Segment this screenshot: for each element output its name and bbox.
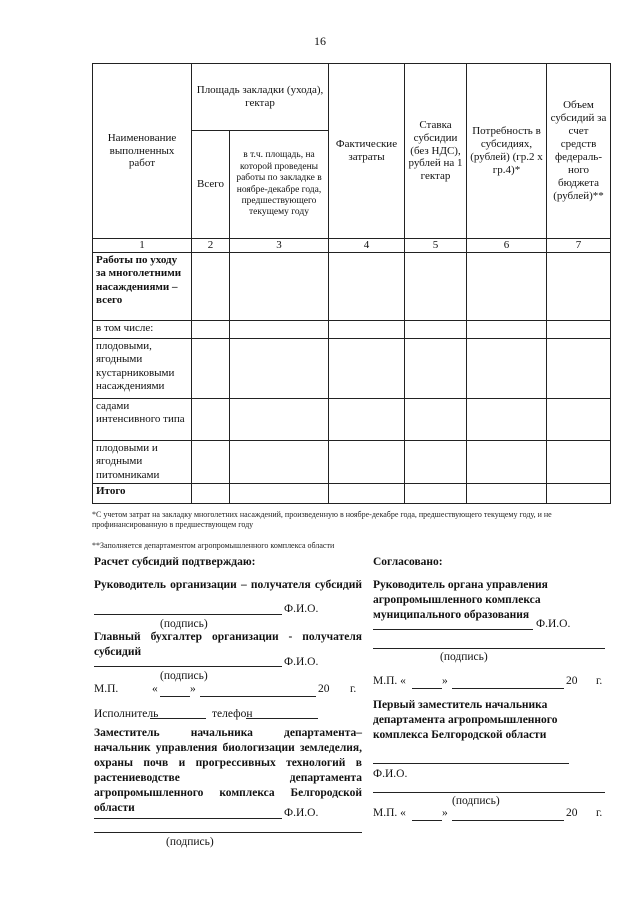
left-podpis-2: (подпись) (160, 670, 208, 682)
right-mp-2: М.П. « (373, 807, 406, 819)
left-fio-3: Ф.И.О. (284, 807, 319, 819)
row-label-intensive-gardens: садами интенсивного типа (93, 399, 192, 441)
subsidy-table (92, 63, 611, 504)
date-day-line (160, 696, 190, 697)
executor-line (150, 718, 206, 719)
date-month-line (200, 696, 316, 697)
table-row (93, 339, 611, 399)
right-first-deputy-title: Первый заместитель начальника департамента агропромышленного комплекса Белгородской области (373, 699, 558, 741)
table-row (93, 253, 611, 321)
right-head-title: Руководитель органа управления агропромышленного комплекса муниципального образования (373, 579, 548, 621)
header-area-total: Всего (192, 131, 230, 239)
right-podpis-1: (подпись) (440, 651, 488, 663)
header-subsidy-rate: Ставка субсидии (без НДС), рублей на 1 гектар (405, 64, 467, 239)
column-number: 2 (192, 239, 230, 253)
row-label-total: Итого (93, 484, 192, 504)
header-subsidy-need: Потребность в субсидиях, (рублей) (гр.2 х гр.4)* (467, 64, 547, 239)
right-date-close-2: » (442, 807, 448, 819)
table-row (93, 441, 611, 484)
right-mp-1: М.П. « (373, 675, 406, 687)
table-row (93, 399, 611, 441)
column-number: 4 (329, 239, 405, 253)
date-day-line (412, 820, 442, 821)
right-year-suffix-1: г. (596, 675, 603, 687)
left-fio-2: Ф.И.О. (284, 656, 319, 668)
page-number: 16 (314, 34, 326, 48)
left-head-title: Руководитель организации – получателя субсидий (94, 579, 362, 591)
left-podpis-1: (подпись) (160, 618, 208, 630)
header-work-name: Наименование выполненных работ (93, 64, 192, 239)
right-year-suffix-2: г. (596, 807, 603, 819)
row-label-including: в том числе: (93, 321, 192, 339)
left-date-close: » (190, 683, 196, 695)
footnote-1: *С учетом затрат на закладку многолетних насаждений, произведенную в ноябре-декабре года, предшествующего текущему году, и не профинансированную в предшествующем году (92, 510, 552, 530)
column-number: 5 (405, 239, 467, 253)
left-heading: Расчет субсидий подтверждаю: (94, 556, 256, 568)
signature-line (373, 792, 605, 793)
left-podpis-3: (подпись) (166, 836, 214, 848)
left-deputy-title: Заместитель начальника департамента– начальник управления биологизации земледелия, охраны почв и прогрессивных технологий в растениеводстве департамента агропромышленного комплекса Белгородской области (94, 727, 362, 814)
column-number: 6 (467, 239, 547, 253)
signature-line (94, 818, 282, 819)
signature-line (373, 763, 569, 764)
signature-line (373, 629, 533, 630)
row-label-nurseries: плодовыми и ягодными питомниками (93, 441, 192, 484)
left-fio-1: Ф.И.О. (284, 603, 319, 615)
left-phone: телефон (212, 708, 253, 720)
right-year-1: 20 (566, 675, 578, 687)
row-label-total-works: Работы по уходу за многолетними насаждениями – всего (93, 253, 192, 321)
header-area: Площадь закладки (ухода), гектар (192, 64, 329, 131)
table-row (93, 484, 611, 504)
left-year-suffix: г. (350, 683, 357, 695)
right-fio-1: Ф.И.О. (536, 618, 571, 630)
footnote-2: **Заполняется департаментом агропромышленного комплекса области (92, 541, 335, 550)
column-number: 1 (93, 239, 192, 253)
signature-line (94, 614, 282, 615)
column-number: 3 (230, 239, 329, 253)
left-date-open: « (152, 683, 158, 695)
signature-line (94, 666, 282, 667)
right-podpis-2: (подпись) (452, 795, 500, 807)
left-executor: Исполнитель (94, 708, 159, 720)
column-number: 7 (547, 239, 611, 253)
date-day-line (412, 688, 442, 689)
signature-line (373, 648, 605, 649)
signature-line (94, 832, 362, 833)
date-month-line (452, 820, 564, 821)
right-date-close-1: » (442, 675, 448, 687)
row-label-fruit-berry-shrubs: плодовыми, ягодными кустарниковыми насаждениями (93, 339, 192, 399)
header-subsidy-volume: Объем субсидий за счет средств федераль-ного бюджета (рублей)** (547, 64, 611, 239)
left-mp: М.П. (94, 683, 119, 695)
header-area-previous-year: в т.ч. площадь, на которой проведены работы по закладке в ноябре-декабре года, предшествующего текущему году (230, 131, 329, 239)
left-accountant-title: Главный бухгалтер организации - получателя субсидий (94, 631, 362, 658)
phone-line (246, 718, 318, 719)
right-fio-2: Ф.И.О. (373, 768, 408, 780)
date-month-line (452, 688, 564, 689)
right-heading: Согласовано: (373, 556, 443, 568)
right-year-2: 20 (566, 807, 578, 819)
left-year: 20 (318, 683, 330, 695)
header-actual-costs: Фактические затраты (329, 64, 405, 239)
table-row (93, 321, 611, 339)
